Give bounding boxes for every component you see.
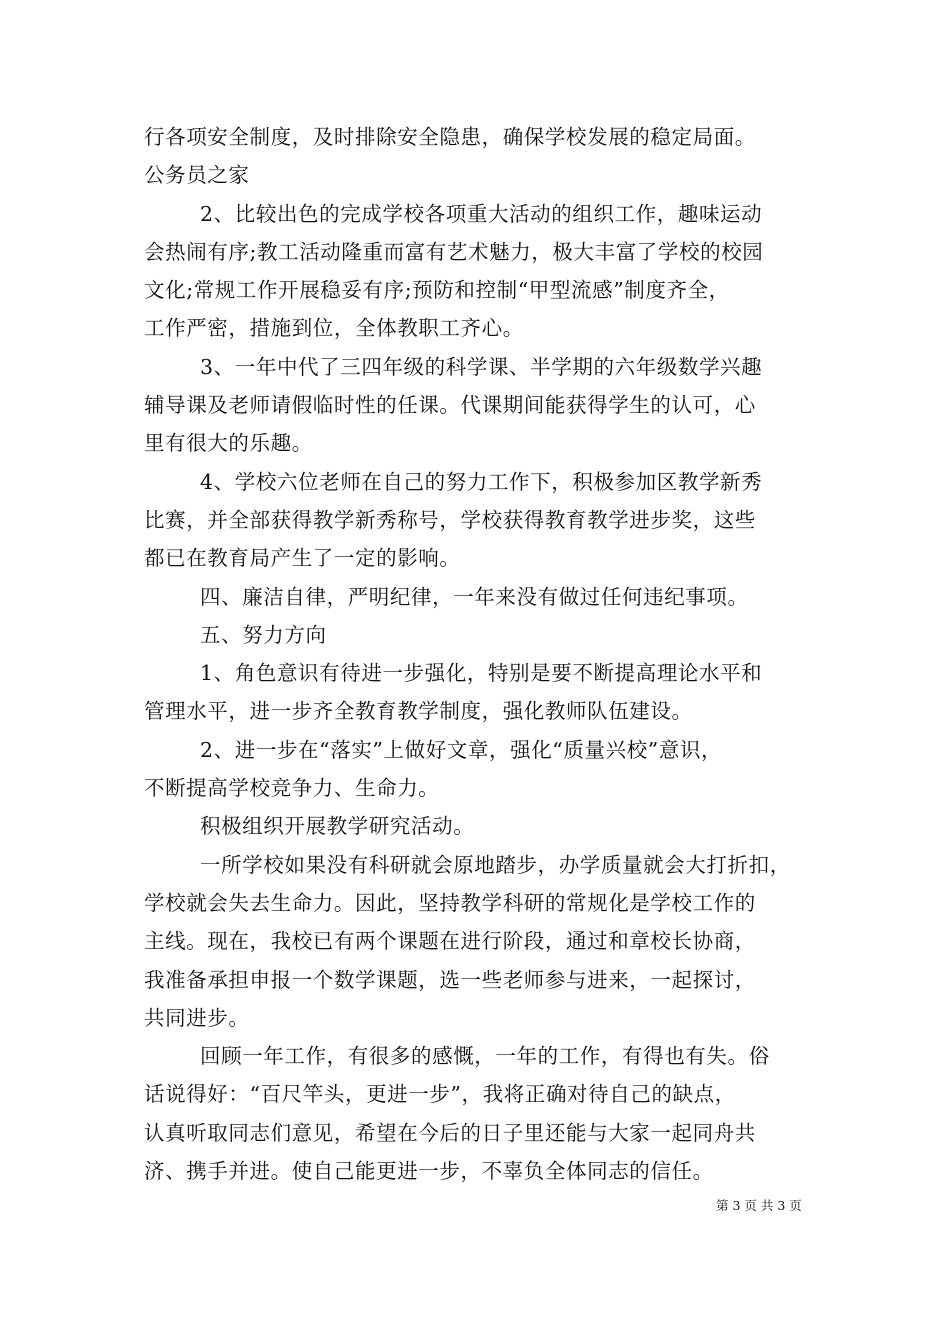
text-line: 3、一年中代了三四年级的科学课、半学期的六年级数学兴趣 bbox=[200, 354, 763, 379]
text-line: 回顾一年工作，有很多的感慨，一年的工作，有得也有失。俗 bbox=[200, 1044, 770, 1069]
text-line: 2、比较出色的完成学校各项重大活动的组织工作，趣味运动 bbox=[200, 201, 763, 226]
text-line: 行各项安全制度，及时排除安全隐患，确保学校发展的稳定局面。 bbox=[144, 125, 756, 149]
text-line: 积极组织开展教学研究活动。 bbox=[200, 814, 475, 839]
text-line: 会热闹有序;教工活动隆重而富有艺术魅力，极大丰富了学校的校园 bbox=[144, 239, 764, 264]
text-line: 文化;常规工作开展稳妥有序;预防和控制“甲型流感”制度齐全， bbox=[144, 278, 730, 303]
text-line: 五、努力方向 bbox=[200, 622, 327, 647]
text-line: 辅导课及老师请假临时性的任课。代课期间能获得学生的认可，心 bbox=[144, 393, 756, 418]
text-line: 一所学校如果没有科研就会原地踏步，办学质量就会大打折扣， bbox=[200, 852, 791, 877]
text-line: 济、携手并进。使自己能更进一步，不辜负全体同志的信任。 bbox=[144, 1159, 714, 1184]
page-number-footer: 第 3 页 共 3 页 bbox=[716, 1198, 802, 1213]
text-line: 认真听取同志们意见，希望在今后的日子里还能与大家一起同舟共 bbox=[144, 1120, 756, 1145]
text-line: 公务员之家 bbox=[144, 163, 250, 188]
text-line: 4、学校六位老师在自己的努力工作下，积极参加区教学新秀 bbox=[200, 469, 763, 494]
text-line: 比赛，并全部获得教学新秀称号，学校获得教育教学进步奖，这些 bbox=[144, 507, 756, 532]
text-line: 主线。现在，我校已有两个课题在进行阶段，通过和章校长协商， bbox=[144, 929, 756, 954]
text-line: 我准备承担申报一个数学课题，选一些老师参与进来，一起探讨， bbox=[144, 967, 756, 992]
text-line: 学校就会失去生命力。因此，坚持教学科研的常规化是学校工作的 bbox=[144, 890, 756, 915]
text-line: 2、进一步在“落实”上做好文章，强化“质量兴校”意识， bbox=[200, 737, 723, 762]
text-line: 里有很大的乐趣。 bbox=[144, 431, 313, 456]
text-line: 话说得好：“百尺竿头，更进一步”，我将正确对待自己的缺点， bbox=[144, 1082, 736, 1107]
text-line: 共同进步。 bbox=[144, 1005, 250, 1030]
text-line: 工作严密，措施到位，全体教职工齐心。 bbox=[144, 316, 524, 341]
text-line: 不断提高学校竞争力、生命力。 bbox=[144, 776, 440, 801]
text-line: 管理水平，进一步齐全教育教学制度，强化教师队伍建设。 bbox=[144, 699, 693, 724]
text-line: 1、角色意识有待进一步强化，特别是要不断提高理论水平和 bbox=[200, 661, 763, 686]
text-line: 四、廉洁自律，严明纪律，一年来没有做过任何违纪事项。 bbox=[200, 584, 749, 609]
document-body bbox=[144, 118, 809, 1190]
text-line: 都已在教育局产生了一定的影响。 bbox=[144, 546, 461, 571]
